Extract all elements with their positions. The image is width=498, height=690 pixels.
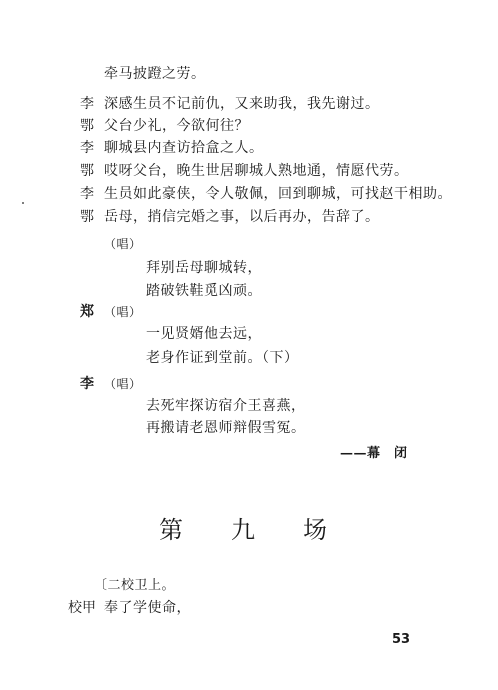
script-line: 奉了学使命，	[104, 600, 191, 616]
stage-direction: 〔二校卫上。	[94, 578, 176, 593]
script-line: 岳母，捎信完婚之事，以后再办，告辞了。	[104, 209, 380, 225]
speaker-label: 郑	[80, 304, 94, 320]
verse-line: 老身作证到堂前。（下）	[146, 350, 299, 366]
speaker-label: 李	[80, 140, 94, 156]
speaker-label: 鄂	[80, 163, 94, 179]
verse-line: 再搬请老恩师辩假雪冤。	[146, 420, 306, 436]
script-line: 深感生员不记前仇，又来助我，我先谢过。	[104, 96, 380, 112]
sung-marker: （唱）	[104, 305, 142, 319]
page-number: 53	[392, 632, 411, 647]
scene-title: 第 九 场	[159, 516, 339, 544]
sung-marker: （唱）	[104, 377, 142, 391]
speaker-label: 李	[80, 96, 94, 112]
curtain-direction: ——幕 闭	[340, 446, 408, 461]
page-speck	[22, 202, 24, 204]
speaker-label: 鄂	[80, 118, 94, 134]
script-line: 哎呀父台，晚生世居聊城人熟地通，情愿代劳。	[104, 163, 409, 179]
verse-line: 去死牢探访宿介王喜燕，	[146, 398, 306, 414]
speaker-label: 李	[80, 186, 94, 202]
script-line: 父台少礼，今欲何往？	[104, 118, 249, 134]
speaker-label: 鄂	[80, 209, 94, 225]
verse-line: 一见贤婿他去远，	[146, 326, 262, 342]
script-line: 聊城县内查访拾盒之人。	[104, 140, 264, 156]
speaker-label: 校甲	[68, 600, 96, 616]
speaker-label: 李	[80, 376, 94, 392]
verse-line: 拜别岳母聊城转，	[146, 260, 262, 276]
script-line: 牵马披蹬之劳。	[104, 66, 206, 82]
sung-marker: （唱）	[104, 237, 142, 251]
script-line: 生员如此豪侠，令人敬佩，回到聊城，可找赵干相助。	[104, 186, 452, 202]
verse-line: 踏破铁鞋觅凶顽。	[146, 283, 262, 299]
